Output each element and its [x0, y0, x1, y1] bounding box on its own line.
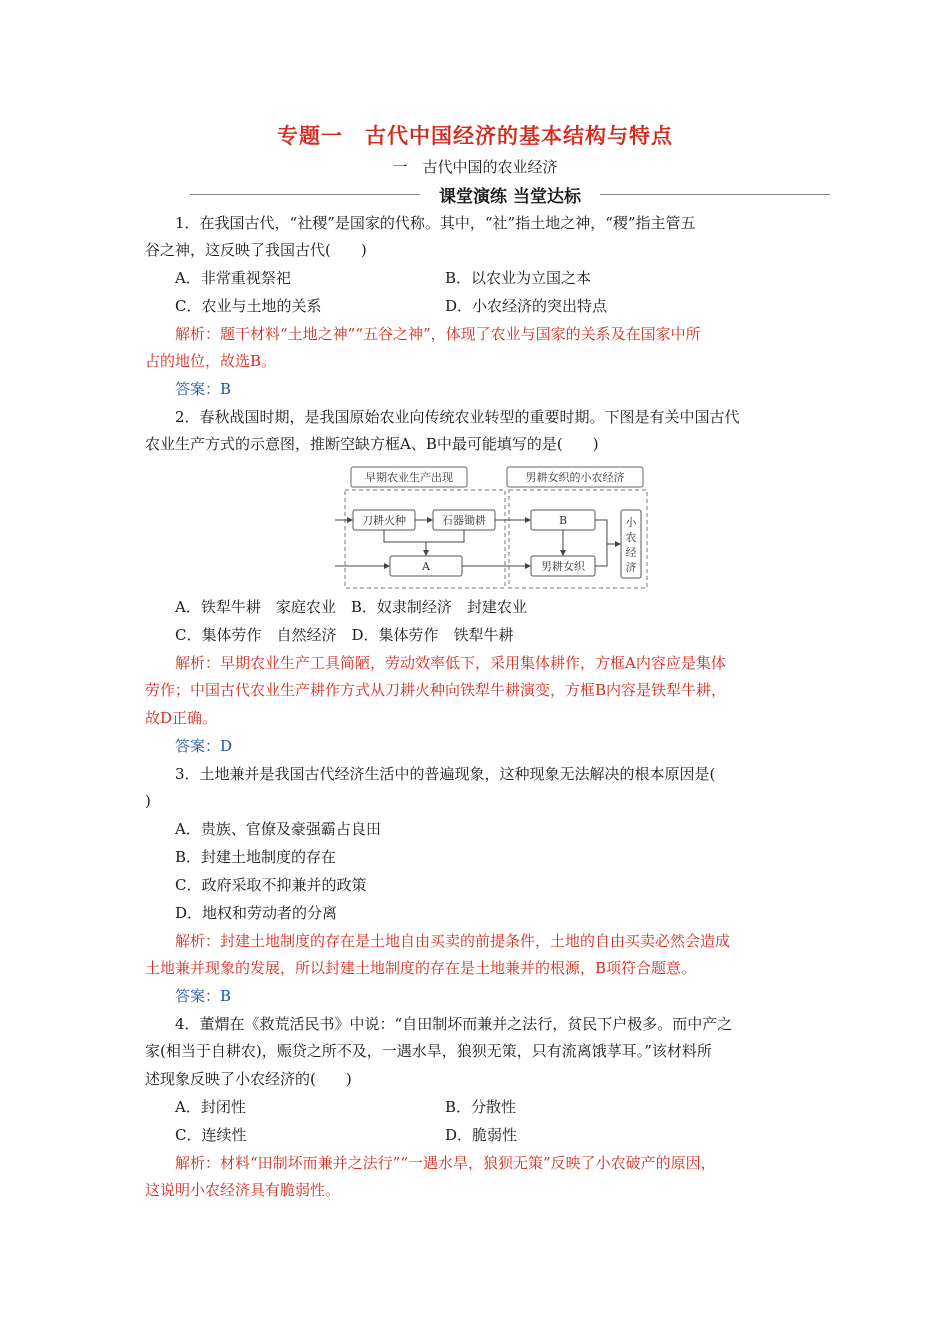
q3-stem-line1: 3．土地兼并是我国古代经济生活中的普遍现象，这种现象无法解决的根本原因是( — [175, 765, 716, 783]
q3-option-b: B．封建土地制度的存在 — [175, 848, 337, 866]
section-subtitle: 一 古代中国的农业经济 — [392, 158, 558, 176]
q2-options-ab: A．铁犁牛耕 家庭农业 B．奴隶制经济 封建农业 — [175, 598, 527, 616]
q4-analysis-line2: 这说明小农经济具有脆弱性。 — [145, 1181, 341, 1199]
side-char-2: 农 — [625, 531, 637, 544]
q2-analysis-line1: 解析：早期农业生产工具简陋，劳动效率低下，采用集体耕作，方框A内容应是集体 — [175, 654, 726, 672]
q4-analysis-line1: 解析：材料“田制坏而兼并之法行”“一遇水旱，狼狈无策”反映了小农破产的原因， — [175, 1154, 716, 1172]
box-stone-hoe-text: 石器锄耕 — [442, 514, 486, 527]
left-title-text: 早期农业生产出现 — [365, 471, 453, 484]
q1-option-d: D．小农经济的突出特点 — [445, 297, 608, 315]
arrow-gender-side — [595, 544, 607, 566]
side-char-3: 经 — [625, 546, 637, 559]
q4-option-a: A．封闭性 — [175, 1098, 246, 1116]
right-title-text: 男耕女织的小农经济 — [525, 471, 625, 484]
q4-option-d: D．脆弱性 — [445, 1126, 518, 1144]
box-slash-burn-text: 刀耕火种 — [362, 514, 406, 527]
q1-option-a: A．非常重视祭祀 — [175, 269, 291, 287]
q1-option-b: B．以农业为立国之本 — [445, 269, 592, 287]
q3-option-c: C．政府采取不抑兼并的政策 — [175, 876, 367, 894]
q4-stem-line2: 家(相当于自耕农)，赈贷之所不及，一遇水旱，狼狈无策，只有流离饿莩耳。”该材料所 — [145, 1042, 712, 1060]
box-a-text: A — [422, 560, 430, 573]
q3-answer: 答案：B — [175, 987, 232, 1005]
q2-stem-line2: 农业生产方式的示意图，推断空缺方框A、B中最可能填写的是( ) — [145, 435, 599, 453]
agriculture-mode-diagram — [335, 462, 655, 592]
q1-option-c: C．农业与土地的关系 — [175, 297, 322, 315]
q1-analysis-line1: 解析：题干材料“土地之神”“五谷之神”，体现了农业与国家的关系及在国家中所 — [175, 325, 701, 343]
section-banner — [190, 182, 830, 206]
box-gender-division-text: 男耕女织 — [541, 560, 585, 573]
q3-analysis-line1: 解析：封建土地制度的存在是土地自由买卖的前提条件，土地的自由买卖必然会造成 — [175, 932, 731, 950]
side-char-1: 小 — [625, 516, 637, 529]
q2-answer: 答案：D — [175, 737, 233, 755]
diagram-svg — [335, 462, 655, 592]
q4-stem-line3: 述现象反映了小农经济的( ) — [145, 1070, 352, 1088]
q3-stem-line2: ) — [145, 792, 151, 810]
page-title: 专题一 古代中国经济的基本结构与特点 — [277, 123, 673, 148]
q1-stem-line1: 1．在我国古代，“社稷”是国家的代称。其中，“社”指土地之神，“稷”指主管五 — [175, 214, 696, 232]
q4-stem-line1: 4．董煟在《救荒活民书》中说：“自田制坏而兼并之法行，贫民下户极多。而中产之 — [175, 1015, 733, 1033]
arrow-2-a — [426, 530, 464, 542]
q1-answer: 答案：B — [175, 380, 232, 398]
q3-option-a: A．贵族、官僚及豪强霸占良田 — [175, 820, 381, 838]
q1-stem-line2: 谷之神，这反映了我国古代( ) — [145, 241, 367, 259]
side-char-4: 济 — [625, 561, 637, 574]
banner-text: 课堂演练 当堂达标 — [439, 187, 581, 207]
q2-stem-line1: 2．春秋战国时期，是我国原始农业向传统农业转型的重要时期。下图是有关中国古代 — [175, 408, 740, 426]
box-b-text: B — [558, 514, 568, 527]
q3-analysis-line2: 土地兼并现象的发展，所以封建土地制度的存在是土地兼并的根源，B项符合题意。 — [145, 959, 697, 977]
arrow-b-side — [595, 520, 620, 544]
q1-analysis-line2: 占的地位，故选B。 — [145, 352, 277, 370]
q2-analysis-line3: 故D正确。 — [145, 709, 218, 727]
arrow-1-a — [384, 530, 426, 555]
q4-option-c: C．连续性 — [175, 1126, 247, 1144]
q2-options-cd: C．集体劳作 自然经济 D．集体劳作 铁犁牛耕 — [175, 626, 514, 644]
q2-analysis-line2: 劳作；中国古代农业生产耕作方式从刀耕火种向铁犁牛耕演变，方框B内容是铁犁牛耕， — [145, 681, 727, 699]
q4-option-b: B．分散性 — [445, 1098, 517, 1116]
q3-option-d: D．地权和劳动者的分离 — [175, 904, 338, 922]
